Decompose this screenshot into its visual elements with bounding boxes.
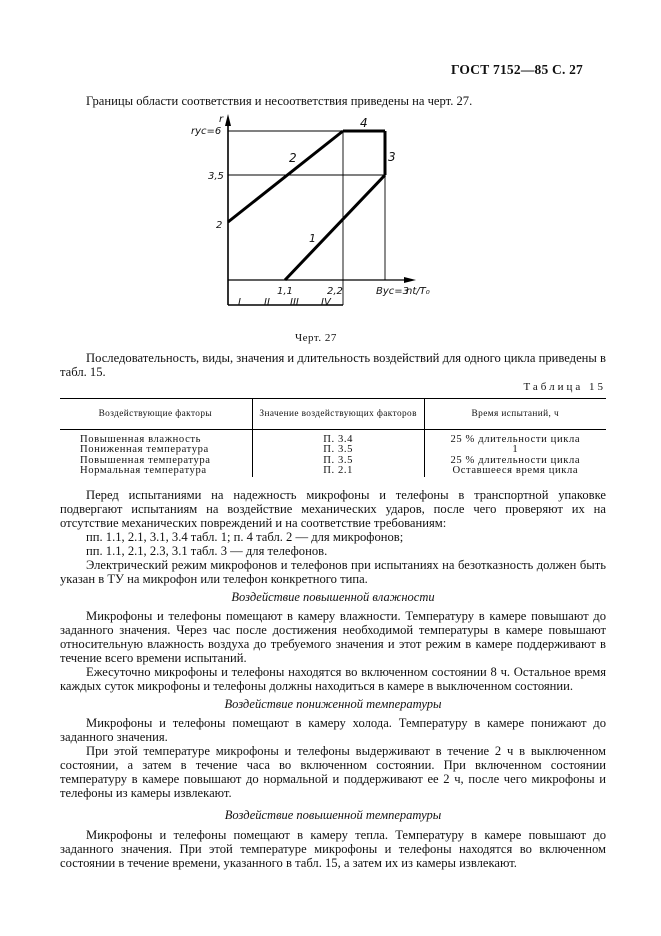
column-header: Воздействующие факторы	[60, 399, 252, 430]
body-text	[60, 488, 606, 870]
sequence-paragraph: Последовательность, виды, значения и длительность воздействий для одного цикла приведены в табл. 15.	[60, 351, 606, 379]
table-cell: Повышенная температура	[80, 454, 211, 466]
zone-3: III	[290, 297, 299, 308]
table-cell: 1	[424, 445, 606, 455]
table-row	[60, 430, 606, 446]
column-header: Время испытаний, ч	[424, 399, 606, 430]
table-header-row	[60, 399, 606, 430]
x-axis-arrow-icon	[404, 277, 416, 283]
line-2	[228, 131, 343, 222]
paragraph: Ежесуточно микрофоны и телефоны находятся во включенном состоянии 8 ч. Остальное время каждых суток микрофоны и телефоны должны находиться в камере в выключенном состоянии.	[60, 665, 606, 693]
line-2-label: 2	[289, 151, 297, 165]
compliance-chart	[190, 110, 430, 320]
line-1-label: 1	[309, 232, 316, 245]
chart-caption: Черт. 27	[295, 332, 337, 344]
list-item: пп. 1.1, 2.1, 2.3, 3.1 табл. 3 — для телефонов.	[86, 544, 328, 558]
line-3-label: 3	[388, 150, 396, 164]
table-15	[60, 398, 606, 477]
y-tick-top: rус=6	[191, 126, 222, 137]
table-cell: 25 % длительности цикла	[424, 456, 606, 466]
table-label: Таблица 15	[523, 381, 606, 393]
line-1	[285, 175, 385, 280]
column-header: Значение воздействующих факторов	[252, 399, 424, 430]
paragraph: Электрический режим микрофонов и телефонов при испытаниях на безотказность должен быть указан в ТУ на микрофон или телефон конкретного типа.	[60, 558, 606, 586]
zone-4: IV	[321, 297, 331, 308]
y-tick-low: 2	[216, 220, 223, 231]
y-axis-arrow-icon	[225, 114, 231, 126]
paragraph: При этой температуре микрофоны и телефоны выдерживают в течение 2 ч в выключенном состоянии, а затем в течение часа во включенном состоянии. При включенном состоянии температуру в камере повышают до нормальной и поддерживают ее 2 ч, после чего микрофоны и телефоны из камеры извлекают.	[60, 744, 606, 800]
table-cell: Пониженная температура	[80, 444, 209, 456]
y-tick-mid: 3,5	[208, 171, 224, 182]
table-cell: Оставшееся время цикла	[424, 466, 606, 476]
zone-2: II	[264, 297, 270, 308]
y-axis-label: r	[219, 114, 224, 125]
page-header: ГОСТ 7152—85 С. 27	[450, 62, 583, 77]
x-tick-2: 2,2	[327, 286, 343, 297]
table-cell: П. 2.1	[252, 466, 424, 476]
intro-paragraph: Границы области соответствия и несоответствия приведены на черт. 27.	[86, 94, 473, 108]
paragraph: Микрофоны и телефоны помещают в камеру тепла. Температуру в камере повышают до заданного значения. При этой температуре микрофоны и телефоны находятся во включенном состоянии в течение времени, указанного в табл. 15, а затем их из камеры извлекают.	[60, 828, 606, 870]
x-tick-3: Bус=3	[376, 286, 410, 297]
table-row	[60, 466, 606, 476]
table-cell: П. 3.4	[252, 430, 424, 446]
section-heading: Воздействие повышенной температуры	[224, 808, 442, 822]
table-cell: П. 3.5	[252, 456, 424, 466]
line-4-label: 4	[360, 116, 368, 130]
zone-1: I	[238, 297, 241, 308]
list-item: пп. 1.1, 2.1, 3.1, 3.4 табл. 1; п. 4 табл. 2 — для микрофонов;	[86, 530, 404, 544]
table-cell: 25 % длительности цикла	[424, 430, 606, 446]
x-tick-1: 1,1	[277, 286, 293, 297]
section-heading: Воздействие повышенной влажности	[231, 590, 435, 604]
paragraph: Микрофоны и телефоны помещают в камеру холода. Температуру в камере понижают до заданного значения.	[60, 716, 606, 744]
table-cell: Повышенная влажность	[80, 434, 202, 445]
paragraph: Микрофоны и телефоны помещают в камеру влажности. Температуру в камере повышают до заданного значения. Через час после достижения необходимой температуры в камере повышают относительную влажность воздуха до требуемого значения и этот режим в камере поддерживают в течение всего времени испытаний.	[60, 609, 606, 665]
section-heading: Воздействие пониженной температуры	[224, 697, 442, 711]
table-cell: П. 3.5	[252, 445, 424, 455]
table-cell: Нормальная температура	[80, 465, 207, 477]
x-axis-label: nt/T₀	[406, 286, 430, 297]
paragraph: Перед испытаниями на надежность микрофоны и телефоны в транспортной упаковке подвергают испытаниям на воздействие механических ударов, после чего проверяют их на отсутствие механических повреждений и на соответствие требованиям:	[60, 488, 606, 530]
